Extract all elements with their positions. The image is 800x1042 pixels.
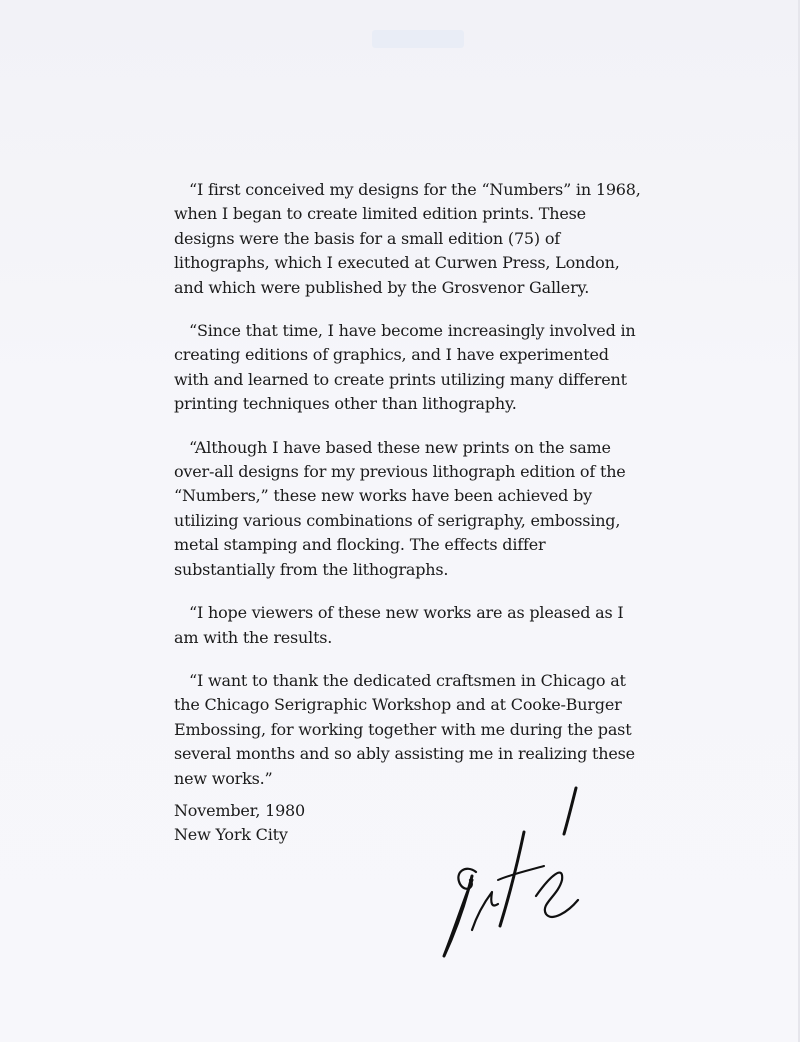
letter-body bbox=[174, 178, 644, 848]
paragraph-3: “Although I have based these new prints on the same over-all designs for my previous lithograph edition of the “Numbers,” these new works have been achieved by utilizing various combinations of serigraphy, embossing, metal stamping and flocking. The effects differ substantially from the lithographs. bbox=[174, 437, 626, 579]
paragraph-2: “Since that time, I have become increasingly involved in creating editions of graphics, and I have experimented with and learned to create prints utilizing many different printing techniques other than lithography. bbox=[174, 321, 636, 414]
signature-t-stem bbox=[500, 832, 524, 926]
paragraph-1: “I first conceived my designs for the “Numbers” in 1968, when I began to create limited edition prints. These designs were the basis for a small edition (75) of lithographs, which I executed at Curwen Press, London, and which were published by the Grosvenor Gallery. bbox=[174, 180, 641, 297]
date-line: November, 1980 bbox=[174, 800, 306, 820]
signature-e-stem bbox=[444, 876, 472, 956]
signature-e-stroke bbox=[458, 869, 476, 889]
signature-e-final bbox=[536, 873, 578, 917]
signature-accent bbox=[564, 788, 576, 834]
paragraph-4: “I hope viewers of these new works are as pleased as I am with the results. bbox=[174, 603, 624, 647]
paragraph-5: “I want to thank the dedicated craftsmen in Chicago at the Chicago Serigraphic Workshop and at Cooke-Burger Embossing, for working together with me during the past several months and so ably assisting me in realizing these new works.” bbox=[174, 670, 635, 788]
signature-t-cross bbox=[498, 866, 544, 880]
signature-r-stroke bbox=[472, 892, 498, 930]
top-mark bbox=[372, 30, 464, 48]
signature-erte bbox=[432, 780, 592, 970]
place-line: New York City bbox=[174, 825, 288, 845]
